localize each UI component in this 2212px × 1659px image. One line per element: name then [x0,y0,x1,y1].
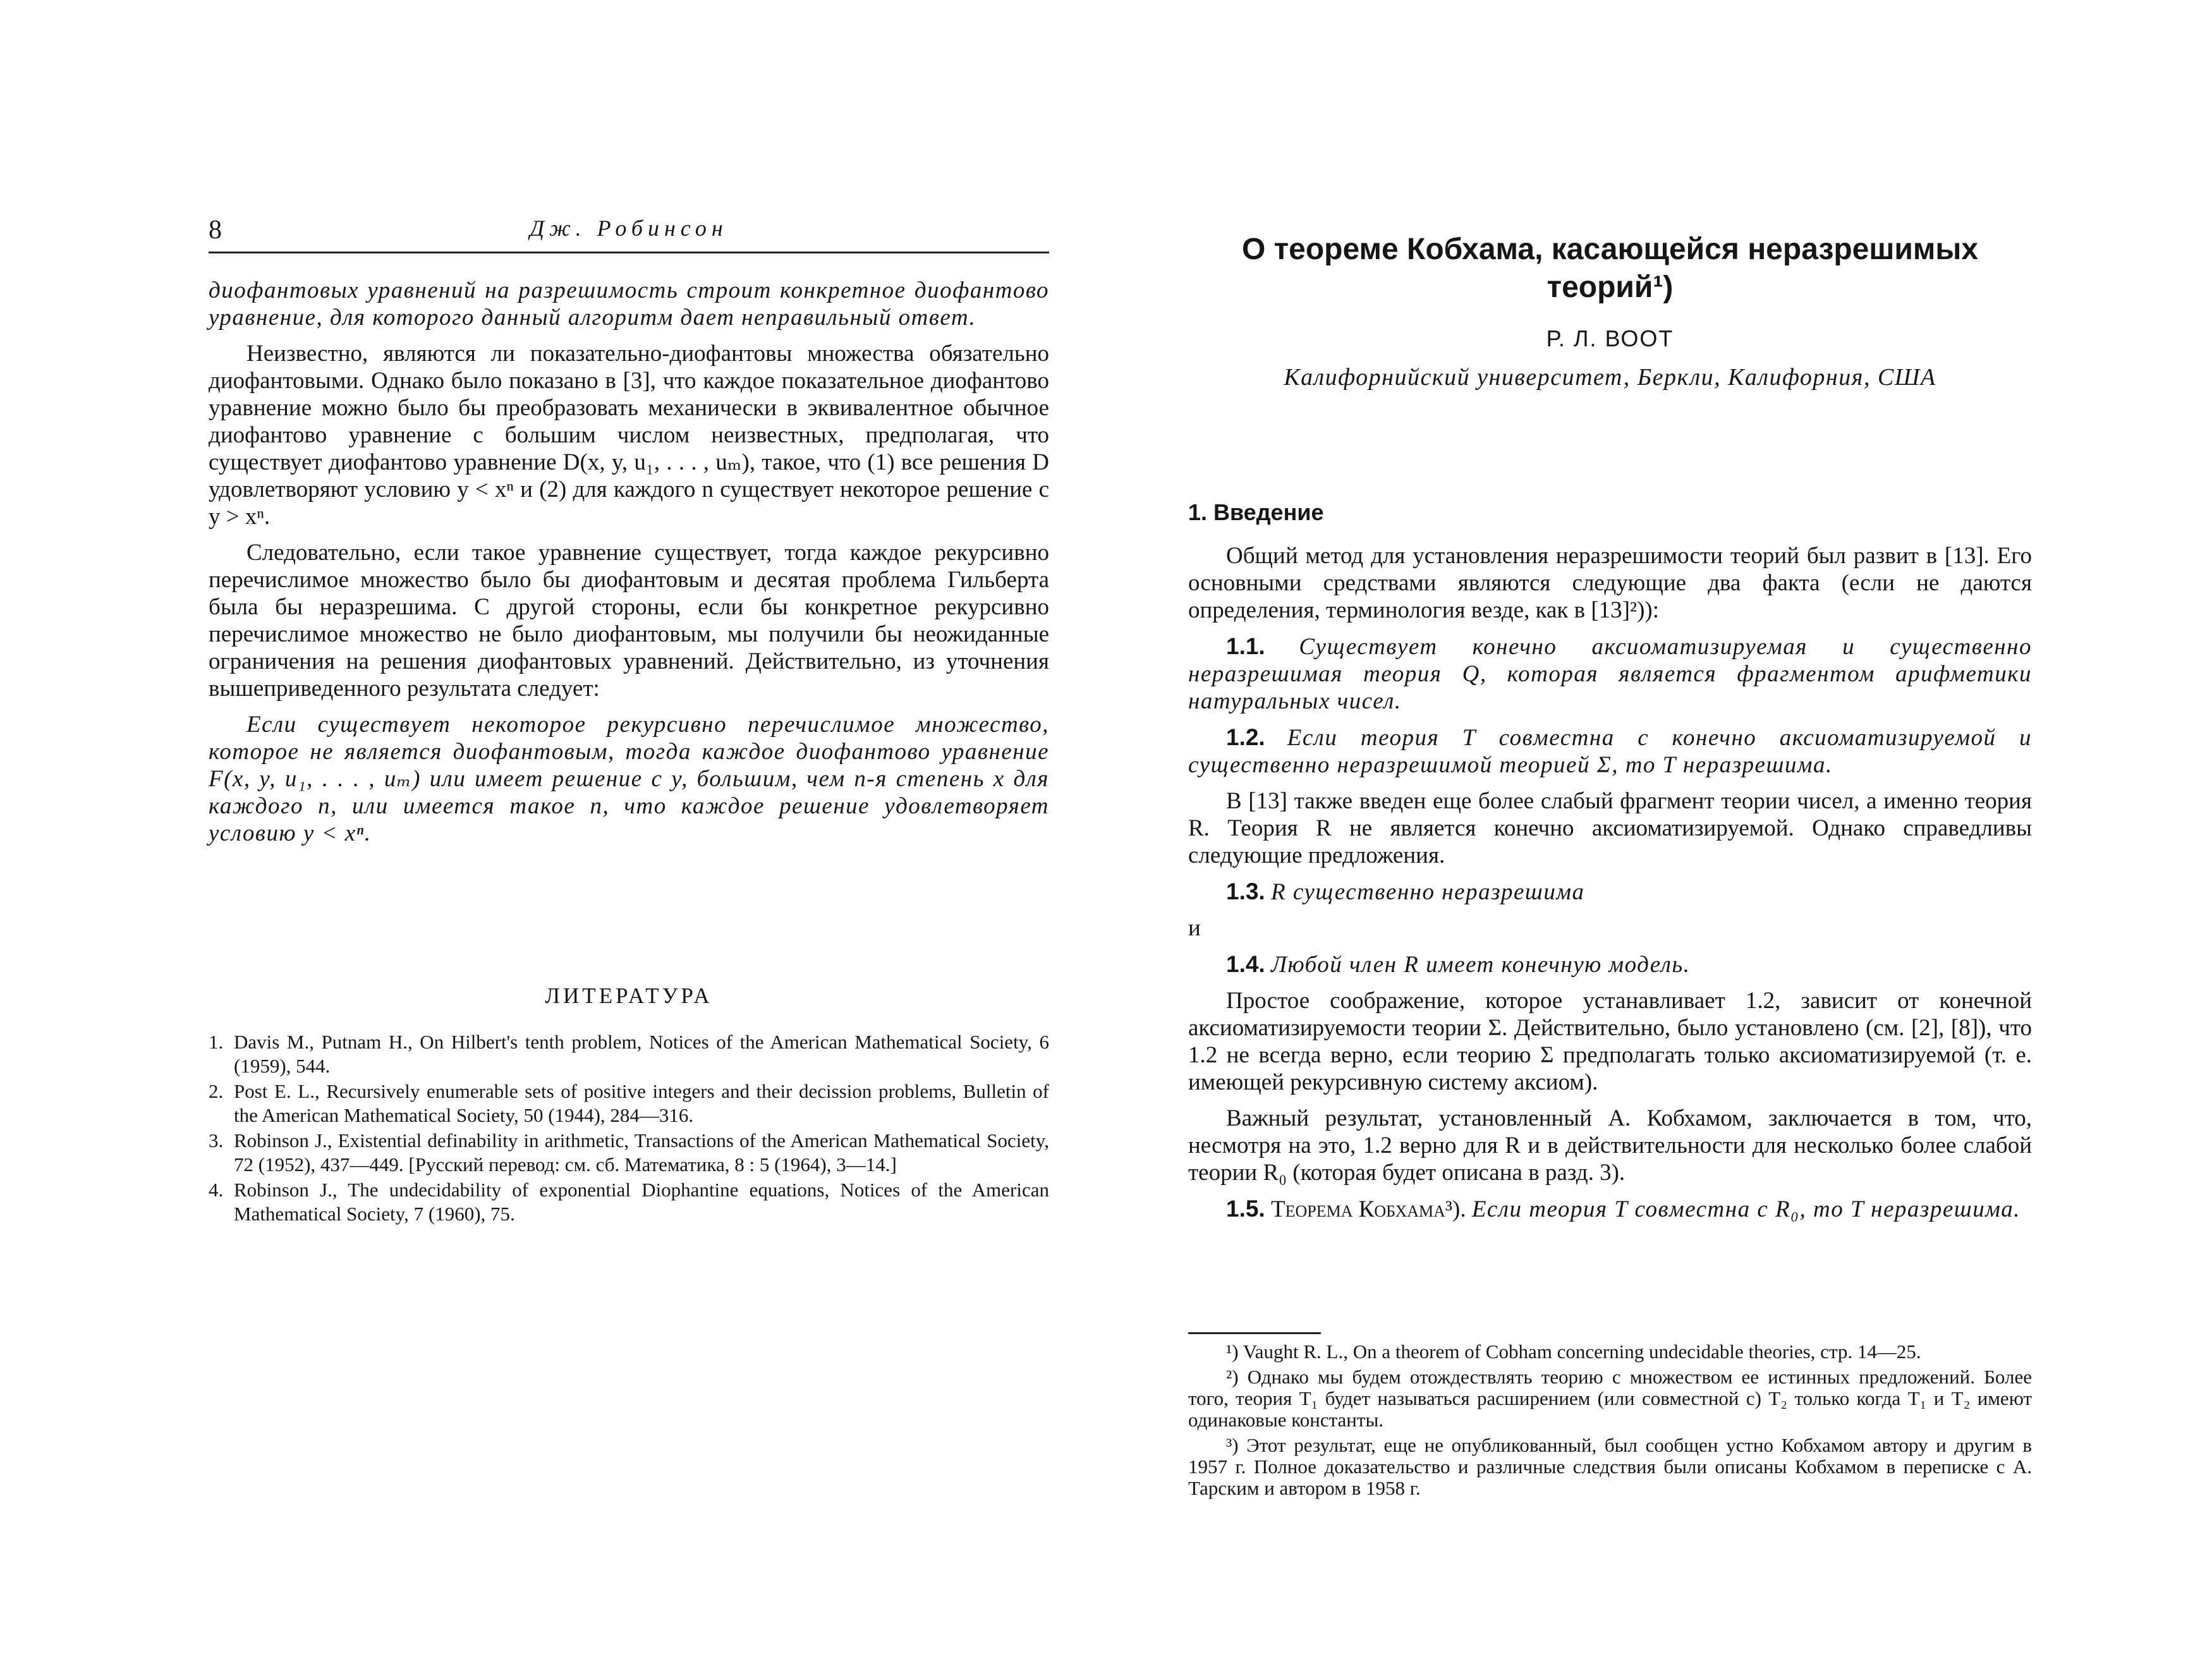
theorem-label: Теорема Кобхама³). [1270,1196,1466,1222]
statement-number: 1.5. [1226,1196,1265,1222]
statement-number: 1.1. [1226,633,1265,659]
statement-text: Любой член R имеет конечную модель. [1270,952,1691,978]
title-block [1188,231,2032,391]
statement-text: Существует конечно аксиоматизируемая и существенно неразрешимая теория Q, которая является фрагментом арифметики натуральных чисел. [1188,634,2032,714]
footnote-divider [1188,1332,1321,1334]
reference-text: Davis M., Putnam H., On Hilbert's tenth problem, Notices of the American Mathematical Society, 6 (1959), 544. [234,1031,1049,1077]
statement-1-2 [1188,724,2032,779]
affiliation: Калифорнийский университет, Беркли, Калифорния, США [1284,364,1936,391]
footnote: ³) Этот результат, еще не опубликованный, был сообщен устно Кобхамом автору и другим в 1957 г. Полное доказательство и различные следствия были описаны Кобхамом в переписке с А. Тарским и автором в 1958 г. [1188,1434,2032,1499]
paragraph-theory-r: В [13] также введен еще более слабый фрагмент теории чисел, а именно теория R. Теория R не является конечно аксиоматизируемой. Однако справедливы следующие предложения. [1188,788,2032,868]
paragraph-italic-statement: Если существует некоторое рекурсивно перечислимое множество, которое не является диофантовым, тогда каждое диофантово уравнение F(x, y, u₁, . . . , uₘ) или имеет решение с y, большим, чем n-я степень x для каждого n, или имеется такое n, что каждое решение удовлетворяет условию y < xⁿ. [209,712,1049,846]
footnotes [1188,1341,2032,1503]
statement-text: Если теория T совместна с конечно аксиоматизируемой и существенно неразрешимой теорией Σ, то T неразрешима. [1188,725,2033,778]
statement-1-5 [1188,1195,2032,1223]
statement-number: 1.2. [1226,724,1265,750]
statement-1-1 [1188,633,2032,715]
running-head: Дж. Робинсон [530,216,728,241]
references-title: ЛИТЕРАТУРА [545,983,713,1008]
statement-number: 1.4. [1226,951,1265,977]
left-page-header [209,214,1049,253]
page-number: 8 [209,216,222,245]
left-body-text [209,277,1049,856]
section-heading: 1. Введение [1188,499,1324,525]
reference-number: 3. [209,1129,224,1152]
reference-text: Robinson J., Existential definability in arithmetic, Transactions of the American Mathematical Society, 72 (1952), 437—449. [Русский перевод: см. сб. Математика, 8 : 5 (1964), 3—14.] [234,1129,1049,1176]
reference-text: Robinson J., The undecidability of exponential Diophantine equations, Notices of the American Mathematical Society, 7 (1960), 75. [234,1179,1049,1225]
paper-title: О теореме Кобхама, касающейся неразрешимых теорий¹) [1241,233,1979,304]
footnote: ¹) Vaught R. L., On a theorem of Cobham concerning undecidable theories, стр. 14—25. [1226,1340,1921,1363]
conjunction: и [1188,915,1201,941]
right-body-text [1188,542,2032,1232]
statement-1-4 [1188,951,2032,978]
reference-text: Post E. L., Recursively enumerable sets of positive integers and their decission problems, Bulletin of the American Mathematical Society, 50 (1944), 284—316. [234,1080,1049,1126]
statement-text: Если теория T совместна с R₀, то T неразрешима. [1471,1196,2021,1222]
statement-1-3 [1188,878,2032,906]
reference-item [209,1129,1049,1177]
reference-item [209,1030,1049,1078]
paragraph-consequence: Следовательно, если такое уравнение существует, тогда каждое рекурсивно перечислимое множество было бы диофантовым и десятая проблема Гильберта была бы неразрешима. С другой стороны, если бы конкретное рекурсивно перечислимое множество не было диофантовым, мы получили бы неожиданные ограничения на решения диофантовых уравнений. Действительно, из уточнения вышеприведенного результата следует: [209,540,1049,702]
statement-number: 1.3. [1226,878,1265,904]
statement-text: R существенно неразрешима [1270,879,1585,905]
author: Р. Л. ВООТ [1546,325,1674,351]
footnote: ²) Однако мы будем отождествлять теорию с множеством ее истинных предложений. Более того, теория T₁ будет называться расширением (или совместной с) T₂ только когда T₁ и T₂ имеют одинаковые константы. [1188,1366,2032,1431]
paragraph-important-result: Важный результат, установленный А. Кобхамом, заключается в том, что, несмотря на это, 1.2 верно для R и в действительности для несколько более слабой теории R₀ (которая будет описана в разд. 3). [1188,1105,2032,1186]
paragraph-exponential-diophantine: Неизвестно, являются ли показательно-диофантовы множества обязательно диофантовыми. Однако было показано в [3], что каждое показательное диофантово уравнение можно было бы преобразовать механически в эквивалентное обычное диофантово уравнение с большим числом неизвестных, предполагая, что существует диофантово уравнение D(x, y, u₁, . . . , uₘ), такое, что (1) все решения D удовлетворяют условию y < xⁿ и (2) для каждого n существует некоторое решение с y > xⁿ. [209,341,1049,530]
reference-item [209,1079,1049,1127]
paragraph-simple-observation: Простое соображение, которое устанавливает 1.2, зависит от конечной аксиоматизируемости теории Σ. Действительно, было установлено (см. [2], [8]), что 1.2 не всегда верно, если теорию Σ предполагать только аксиоматизируемой (т. е. имеющей рекурсивную систему аксиом). [1188,988,2032,1095]
reference-list [209,1030,1049,1227]
reference-item [209,1178,1049,1226]
reference-number: 2. [209,1080,224,1102]
paragraph-continuation: диофантовых уравнений на разрешимость строит конкретное диофантово уравнение, для которого данный алгоритм дает неправильный ответ. [209,277,1049,331]
reference-number: 4. [209,1179,224,1201]
intro-paragraph: Общий метод для установления неразрешимости теорий был развит в [13]. Его основными средствами являются следующие два факта (если не даются определения, терминология везде, как в [13]²)): [1188,543,2032,623]
reference-number: 1. [209,1031,224,1053]
